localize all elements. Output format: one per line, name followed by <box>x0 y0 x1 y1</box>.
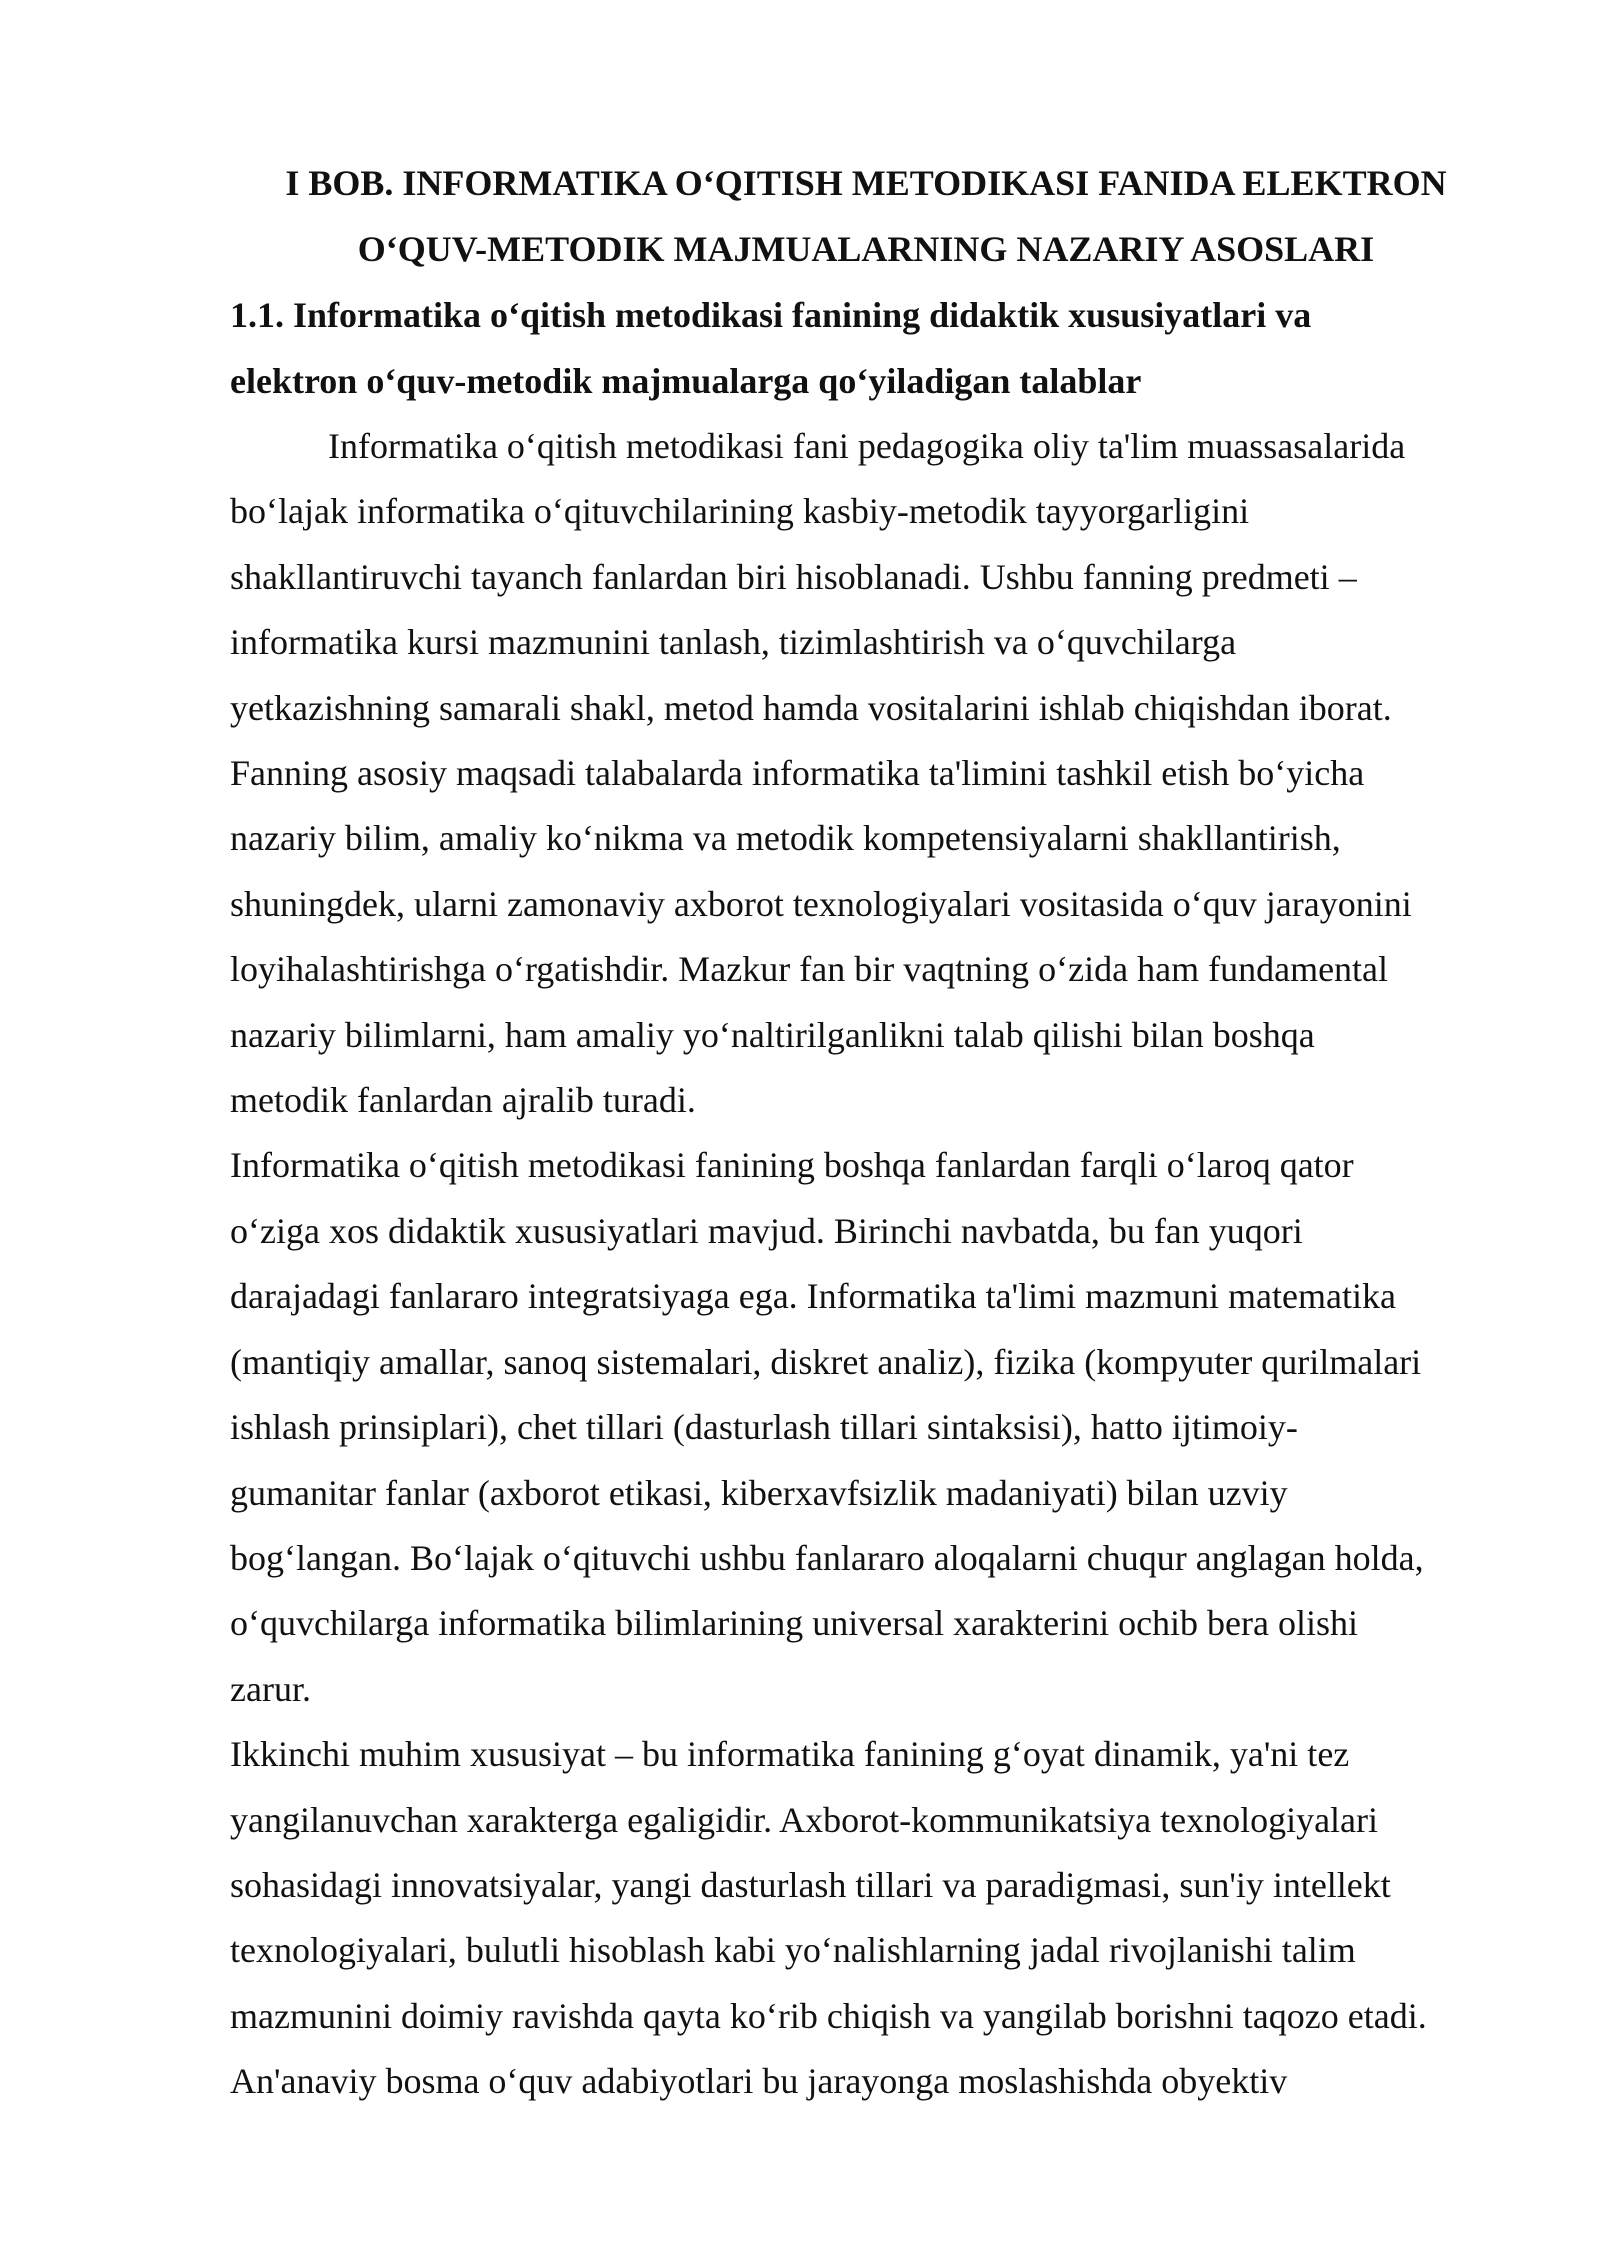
text-line: yangilanuvchan xarakterga egaligidir. Axborot-kommunikatsiya texnologiyalari <box>230 1799 1379 1840</box>
text-line: metodik fanlardan ajralib turadi. <box>230 1080 696 1121</box>
section-title-line: elektron o‘quv-metodik majmualarga qo‘yiladigan talablar <box>230 361 1142 401</box>
text-line: o‘ziga xos didaktik xususiyatlari mavjud. Birinchi navbatda, bu fan yuqori <box>230 1210 1303 1251</box>
text-line: An'anaviy bosma o‘quv adabiyotlari bu jarayonga moslashishda obyektiv <box>230 2061 1288 2102</box>
text-line: Ikkinchi muhim xususiyat – bu informatika fanining g‘oyat dinamik, ya'ni tez <box>230 1734 1350 1775</box>
paragraph-2 <box>230 1133 1492 1722</box>
paragraph-3 <box>230 1722 1492 2114</box>
text-line: nazariy bilim, amaliy ko‘nikma va metodik kompetensiyalarni shakllantirish, <box>230 818 1341 859</box>
text-line: texnologiyalari, bulutli hisoblash kabi yo‘nalishlarning jadal rivojlanishi talim <box>230 1930 1356 1971</box>
text-line: shakllantiruvchi tayanch fanlardan biri hisoblanadi. Ushbu fanning predmeti – <box>230 556 1357 597</box>
text-line: shuningdek, ularni zamonaviy axborot texnologiyalari vositasida o‘quv jarayonini <box>230 883 1412 924</box>
text-line: loyihalashtirishga o‘rgatishdir. Mazkur fan bir vaqtning o‘zida ham fundamental <box>230 949 1389 990</box>
text-line: sohasidagi innovatsiyalar, yangi dasturlash tillari va paradigmasi, sun'iy intellekt <box>230 1864 1391 1905</box>
text-line: darajadagi fanlararo integratsiyaga ega. Informatika ta'limi mazmuni matematika <box>230 1276 1396 1317</box>
text-line: yetkazishning samarali shakl, metod hamda vositalarini ishlab chiqishdan iborat. <box>230 687 1392 728</box>
chapter-title-line: O‘QUV-METODIK MAJMUALARNING NAZARIY ASOSLARI <box>357 229 1375 269</box>
text-line: (mantiqiy amallar, sanoq sistemalari, diskret analiz), fizika (kompyuter qurilmalari <box>230 1341 1422 1382</box>
paragraph-1 <box>230 414 1492 1133</box>
text-line: Informatika o‘qitish metodikasi fani pedagogika oliy ta'lim muassasalarida <box>328 426 1406 466</box>
section-title-line: 1.1. Informatika o‘qitish metodikasi fanining didaktik xususiyatlari va <box>230 295 1312 335</box>
text-line: ishlash prinsiplari), chet tillari (dasturlash tillari sintaksisi), hatto ijtimoiy- <box>230 1407 1298 1448</box>
text-line: gumanitar fanlar (axborot etikasi, kiberxavfsizlik madaniyati) bilan uzviy <box>230 1472 1288 1513</box>
chapter-title-line: I BOB. INFORMATIKA O‘QITISH METODIKASI FANIDA ELEKTRON <box>285 163 1447 203</box>
text-line: Informatika o‘qitish metodikasi fanining boshqa fanlardan farqli o‘laroq qator <box>230 1145 1354 1186</box>
text-line: informatika kursi mazmunini tanlash, tizimlashtirish va o‘quvchilarga <box>230 622 1237 663</box>
text-line: zarur. <box>230 1668 311 1709</box>
text-line: bo‘lajak informatika o‘qituvchilarining kasbiy-metodik tayyorgarligini <box>230 491 1250 532</box>
text-line: Fanning asosiy maqsadi talabalarda informatika ta'limini tashkil etish bo‘yicha <box>230 753 1365 794</box>
text-line: mazmunini doimiy ravishda qayta ko‘rib chiqish va yangilab borishni taqozo etadi. <box>230 1995 1427 2036</box>
text-line: nazariy bilimlarni, ham amaliy yo‘naltirilganlikni talab qilishi bilan boshqa <box>230 1014 1315 1055</box>
section-title <box>230 282 1492 414</box>
text-line: o‘quvchilarga informatika bilimlarining universal xarakterini ochib bera olishi <box>230 1603 1359 1644</box>
chapter-title <box>230 150 1492 282</box>
text-line: bog‘langan. Bo‘lajak o‘qituvchi ushbu fanlararo aloqalarni chuqur anglagan holda, <box>230 1537 1424 1578</box>
